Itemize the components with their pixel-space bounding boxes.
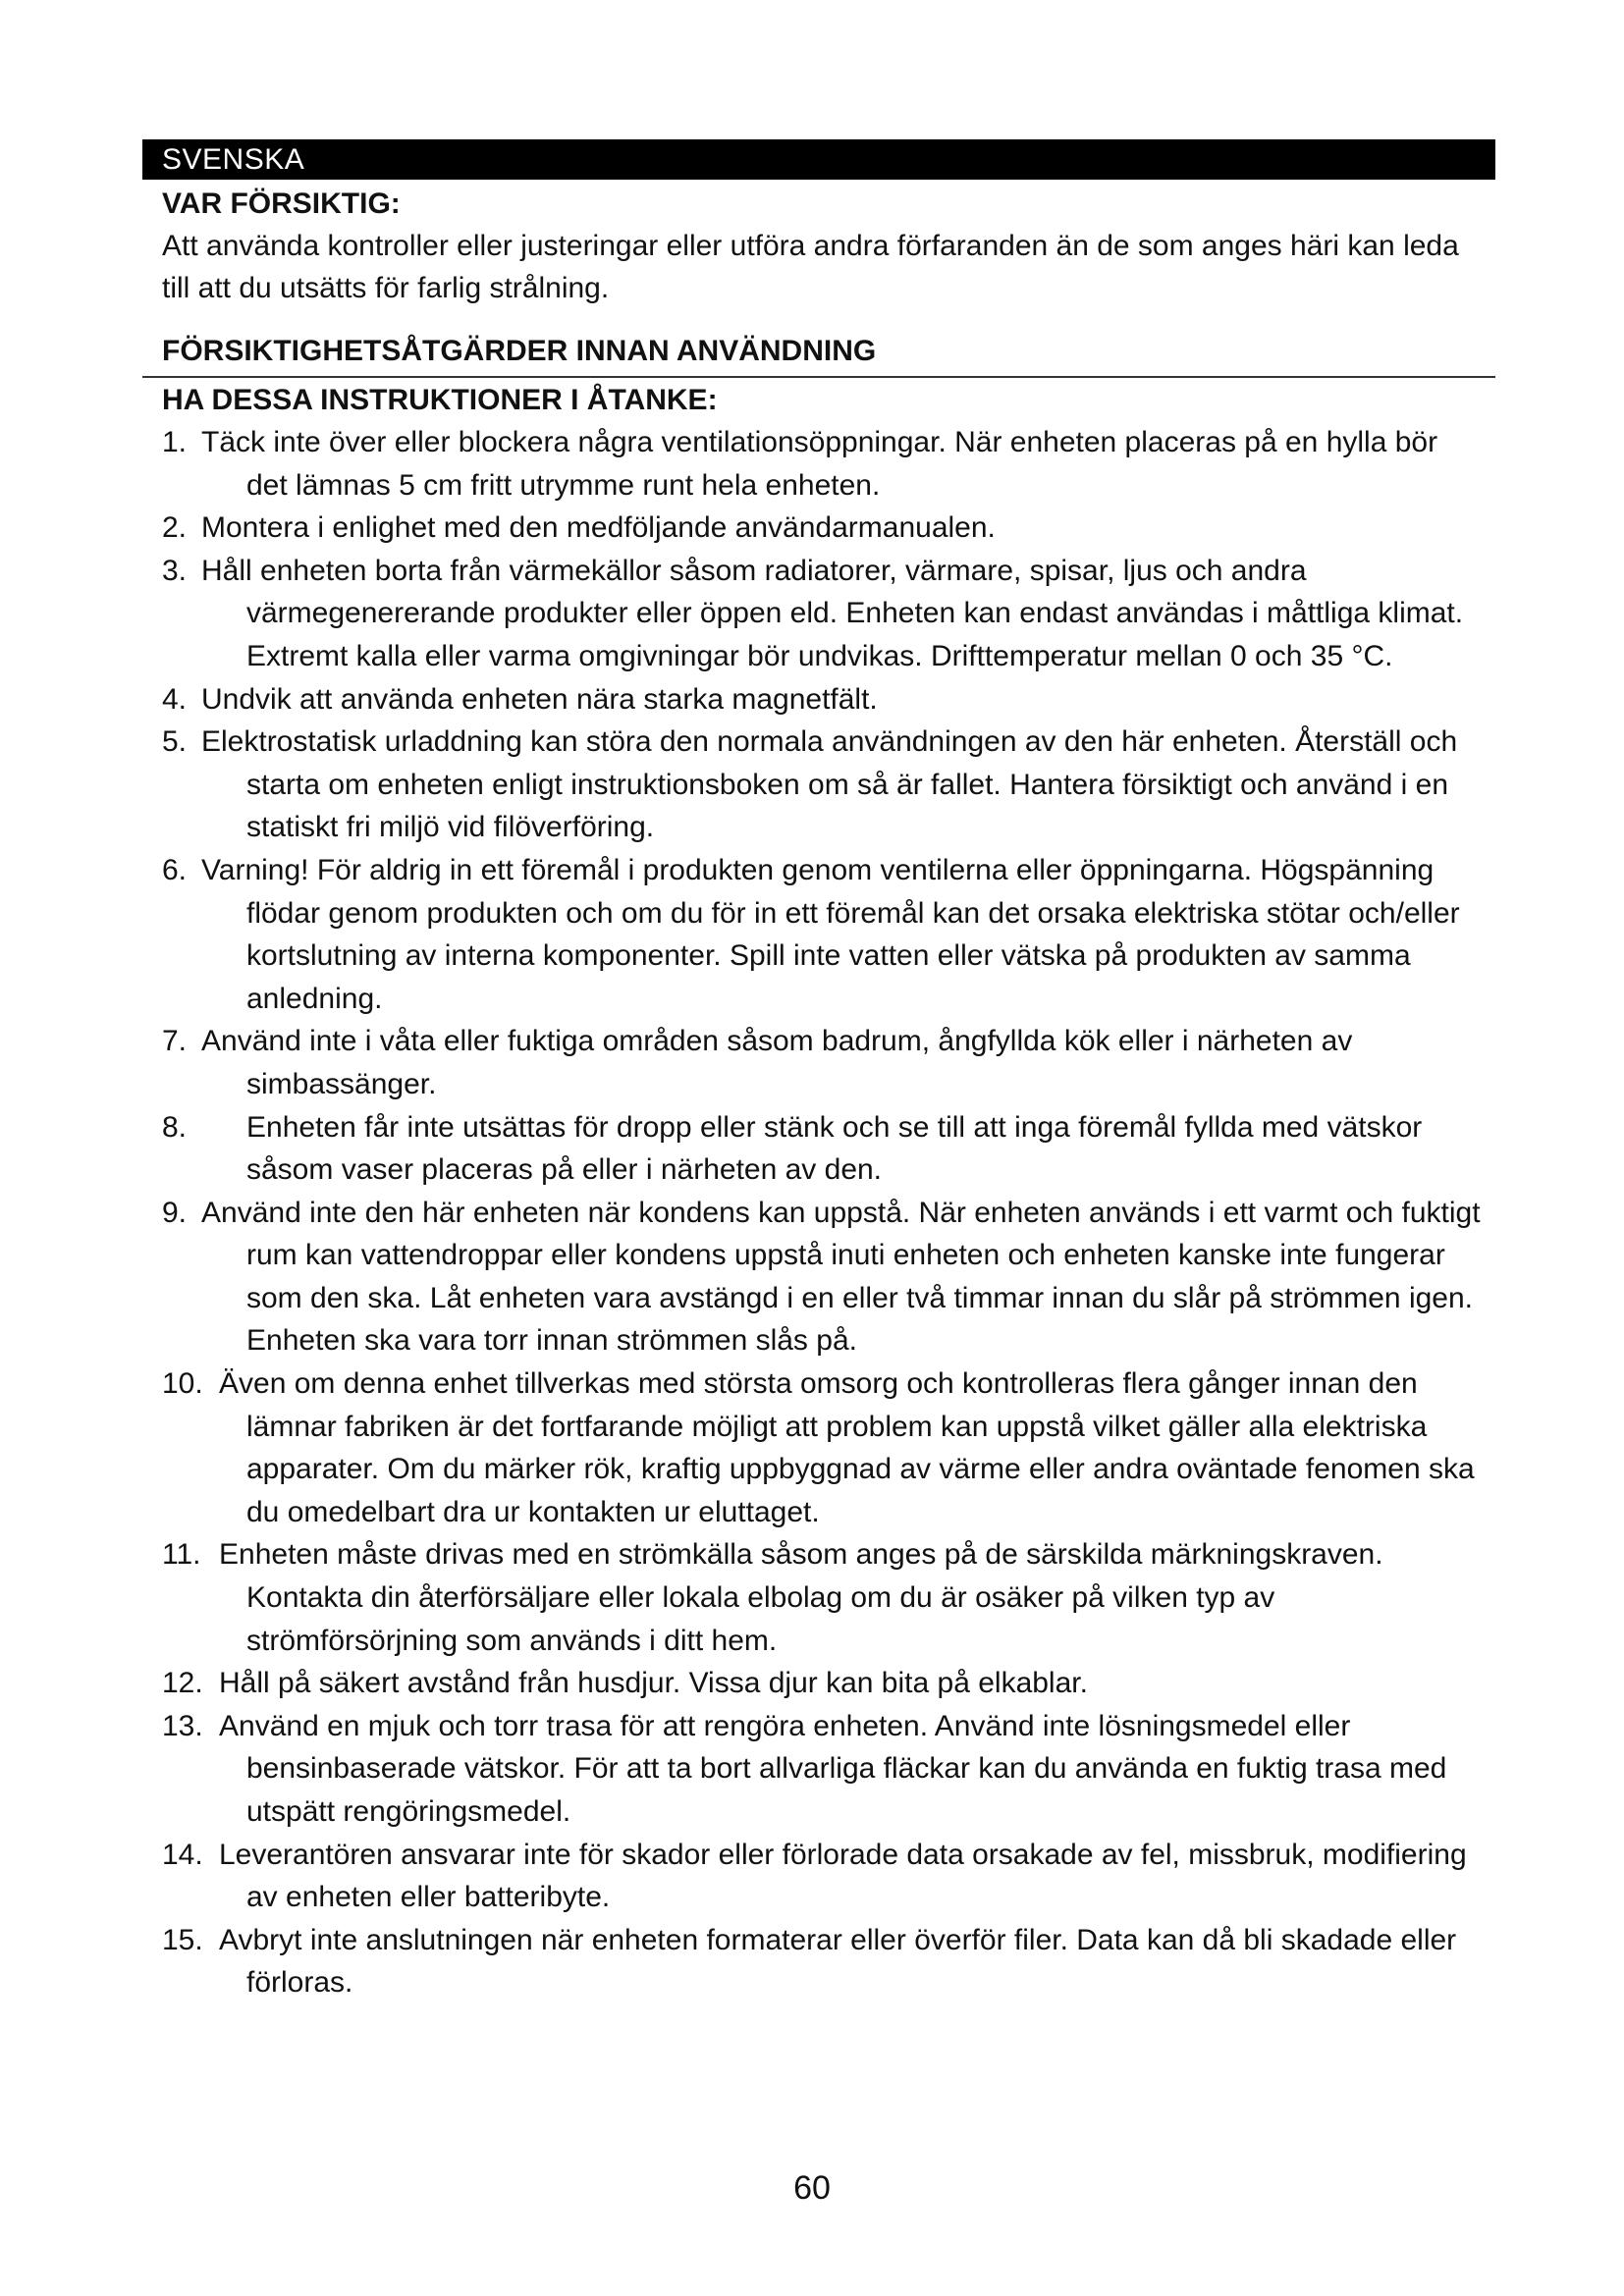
- list-item: [162, 1533, 1486, 1662]
- item-text: Undvik att använda enheten nära starka magnetfält.: [201, 682, 878, 716]
- item-number: 7.: [162, 1025, 188, 1058]
- document-page: [142, 139, 1495, 2004]
- item-text: Elektrostatisk urladdning kan störa den normala användningen av den här enheten. Återställ och starta om enheten enligt instruktionsboken om så är fallet. Hantera försiktigt och använd i en statiskt fri miljö vid filöverföring.: [201, 725, 1458, 844]
- list-item: [162, 1362, 1486, 1533]
- item-number: 2.: [162, 511, 188, 545]
- item-number: 9.: [162, 1196, 188, 1229]
- item-number: 12.: [162, 1667, 203, 1700]
- item-number: 8.: [162, 1110, 188, 1144]
- item-number: 5.: [162, 725, 188, 759]
- language-header: SVENSKA: [142, 139, 1495, 180]
- section-title: FÖRSIKTIGHETSÅTGÄRDER INNAN ANVÄNDNING: [142, 331, 1495, 378]
- list-item: [162, 849, 1486, 1020]
- item-number: 14.: [162, 1838, 203, 1871]
- list-item: [162, 1106, 1486, 1192]
- item-number: 15.: [162, 1923, 203, 1956]
- list-item: [162, 421, 1486, 507]
- item-number: 6.: [162, 853, 188, 886]
- item-text: Montera i enlighet med den medföljande användarmanualen.: [201, 511, 996, 545]
- item-number: 1.: [162, 426, 188, 458]
- precautions-list: [142, 421, 1495, 2004]
- caution-title: VAR FÖRSIKTIG:: [162, 187, 401, 220]
- item-text: Även om denna enhet tillverkas med största omsorg och kontrolleras flera gånger innan den lämnar fabriken är det fortfarande möjligt att problem kan uppstå vilket gäller alla elektriska apparater. Om du märker rök, kraftig uppbyggnad av värme eller andra oväntade fenomen ska du omedelbart dra ur kontakten ur eluttaget.: [219, 1367, 1475, 1528]
- item-text: Enheten måste drivas med en strömkälla såsom anges på de särskilda märkningskraven. Kontakta din återförsäljare eller lokala elbolag om du är osäker på vilken typ av strömförsörjning som används i ditt hem.: [219, 1538, 1383, 1657]
- item-text: Använd inte i våta eller fuktiga områden såsom badrum, ångfyllda kök eller i närheten av simbassänger.: [201, 1025, 1353, 1100]
- item-number: 10.: [162, 1367, 203, 1401]
- item-text: Använd en mjuk och torr trasa för att rengöra enheten. Använd inte lösningsmedel eller bensinbaserade vätskor. För att ta bort allvarliga fläckar kan du använda en fuktig trasa med utspätt rengöringsmedel.: [219, 1709, 1447, 1828]
- list-item: [162, 550, 1486, 678]
- item-text: Avbryt inte anslutningen när enheten formaterar eller överför filer. Data kan då bli skadade eller förloras.: [219, 1923, 1457, 2000]
- list-item: [162, 1834, 1486, 1919]
- item-text: Håll på säkert avstånd från husdjur. Vissa djur kan bita på elkablar.: [219, 1667, 1088, 1700]
- item-text: Håll enheten borta från värmekällor såsom radiatorer, värmare, spisar, ljus och andra värmegenererande produkter eller öppen eld. Enheten kan endast användas i måttliga klimat. Extremt kalla eller varma omgivningar bör undvikas. Drifttemperatur mellan 0 och 35 °C.: [201, 554, 1464, 672]
- instructions-subtitle: HA DESSA INSTRUKTIONER I ÅTANKE:: [162, 384, 718, 416]
- list-item: [162, 507, 1486, 550]
- item-text: Leverantören ansvarar inte för skador eller förlorade data orsakade av fel, missbruk, modifiering av enheten eller batteribyte.: [219, 1838, 1467, 1914]
- list-item: [162, 678, 1486, 721]
- list-item: [162, 1919, 1486, 2004]
- item-number: 13.: [162, 1709, 203, 1742]
- list-item: [162, 1020, 1486, 1105]
- item-number: 4.: [162, 682, 188, 716]
- list-item: [162, 1662, 1486, 1705]
- page-number: 60: [793, 2169, 831, 2207]
- item-number: 3.: [162, 554, 188, 587]
- list-item: [162, 1192, 1486, 1362]
- list-item: [162, 1705, 1486, 1834]
- item-text: Täck inte över eller blockera några ventilationsöppningar. När enheten placeras på en hylla bör det lämnas 5 cm fritt utrymme runt hela enheten.: [201, 426, 1438, 502]
- list-item: [162, 721, 1486, 849]
- item-number: 11.: [162, 1538, 201, 1572]
- item-text: Enheten får inte utsättas för dropp eller stänk och se till att inga föremål fyllda med vätskor såsom vaser placeras på eller i närheten av den.: [246, 1110, 1423, 1187]
- caution-text: Att använda kontroller eller justeringar eller utföra andra förfaranden än de som anges häri kan leda till att du utsätts för farlig strålning.: [162, 230, 1459, 304]
- item-text: Varning! För aldrig in ett föremål i produkten genom ventilerna eller öppningarna. Högspänning flödar genom produkten och om du för in ett föremål kan det orsaka elektriska stötar och/eller kortslutning av interna komponenter. Spill inte vatten eller vätska på produkten av samma anledning.: [201, 853, 1460, 1015]
- item-text: Använd inte den här enheten när kondens kan uppstå. När enheten används i ett varmt och fuktigt rum kan vattendroppar eller kondens uppstå inuti enheten och enheten kanske inte fungerar som den ska. Låt enheten vara avstängd i en eller två timmar innan du slår på strömmen igen. Enheten ska vara torr innan strömmen slås på.: [201, 1196, 1481, 1358]
